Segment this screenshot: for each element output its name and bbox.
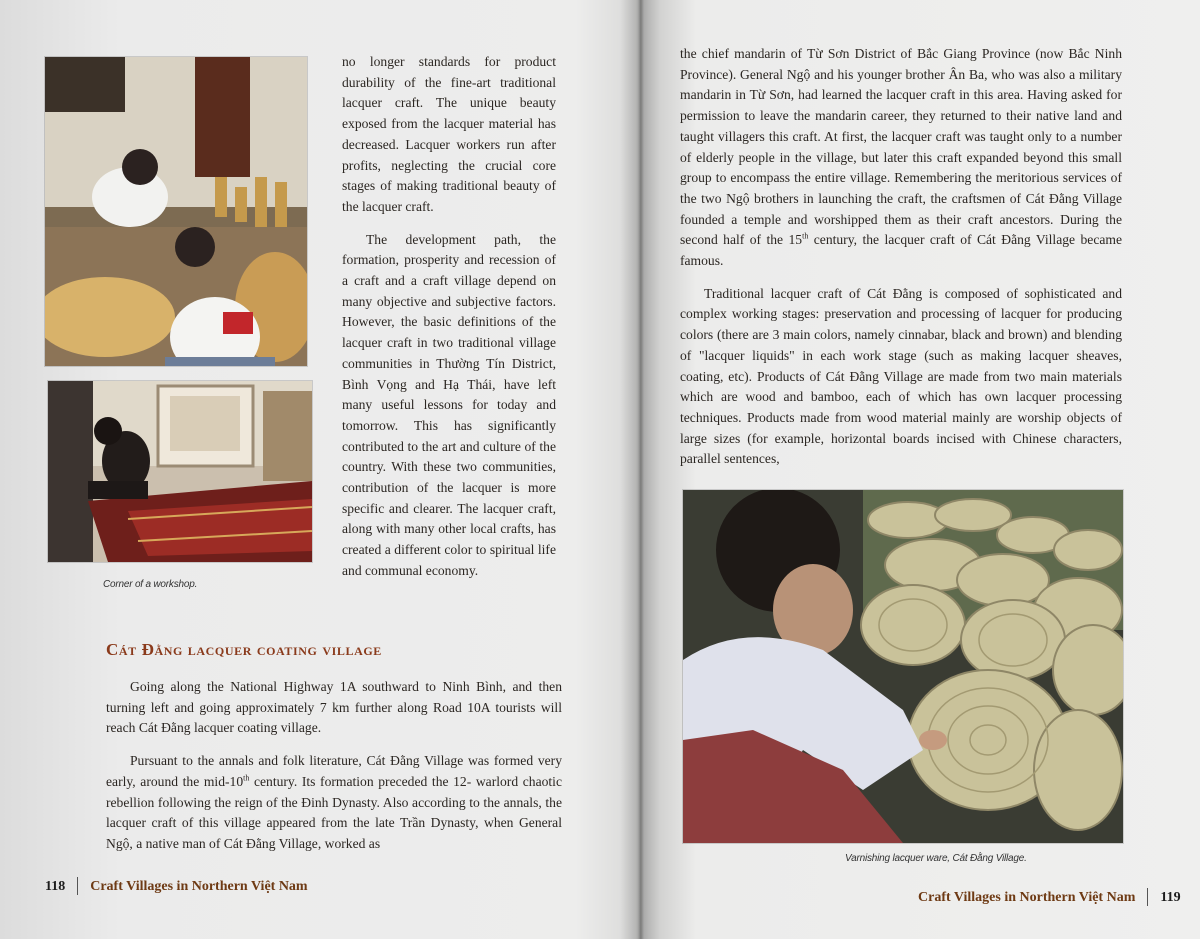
left-column-paragraph-2: The development path, the formation, prosperity and recession of a craft and a craft village depend on many objective and subjective factors. However, the basic definitions of the lacquer craft in two traditional village communities in Thường Tín District, Bình Vọng and Hạ Thái, have left many useful lessons for today and tomorrow. This has significantly contributed to the art and culture of the country. With these two communities, contribution of the lacquer is more specific and clearer. The lacquer craft, along with many other local crafts, has created a different color to spiritual life and communal economy. [342, 231, 556, 578]
page-number-right: 119 [1160, 890, 1181, 905]
left-body-paragraph-2: Pursuant to the annals and folk literature, Cát Đằng Village was formed very early, around the mid-10th century. Its formation preceded the 12- warlord chaotic rebellion following the reign of the Đinh Dynasty. Also according to the annals, the lacquer craft of this village appeared from the late Trần Dynasty, when General Ngộ, a native man of Cát Đằng Village, worked as [106, 753, 562, 851]
section-heading: Cát Đằng lacquer coating village [106, 640, 382, 659]
left-column-text [342, 52, 556, 582]
footer-title-right: Craft Villages in Northern Việt Nam [918, 890, 1136, 905]
footer-divider [77, 877, 78, 895]
varnishing-caption: Varnishing lacquer ware, Cát Đằng Village. [845, 853, 1027, 864]
left-column-paragraph-1: no longer standards for product durability of the fine-art traditional lacquer craft. The unique beauty exposed from the lacquer material has decreased. Lacquer workers run after profits, neglecting the crucial core stages of making traditional beauty of the lacquer craft. [342, 54, 556, 214]
footer-divider-right [1147, 888, 1148, 906]
workshop-photo-floor [48, 381, 312, 562]
workshop-caption: Corner of a workshop. [103, 579, 198, 590]
right-paragraph-1: the chief mandarin of Từ Sơn District of Bắc Giang Province (now Bắc Ninh Province). General Ngộ and his younger brother Ân Ba, who was also a military mandarin in Từ Sơn, had learned the lacquer craft in this area. Having asked for permission to leave the mandarin career, they returned to their native land and taught villagers this craft. At first, the lacquer craft was taught only to a number of elderly people in the village, but later this craft expanded beyond this small group to encompass the entire village. Remembering the meritorious services of the two Ngộ brothers in launching the craft, the craftsmen of Cát Đằng Village founded a temple and worshipped them as their craft ancestors. During the second half of the 15th century, the lacquer craft of Cát Đằng Village became famous. [680, 46, 1122, 269]
left-body-paragraph-1: Going along the National Highway 1A southward to Ninh Bình, and then turning left and going approximately 7 km further along Road 10A tourists will reach Cát Đằng lacquer coating village. [106, 679, 562, 736]
right-paragraph-2: Traditional lacquer craft of Cát Đằng is composed of sophisticated and complex working stages: preservation and processing of lacquer for producing colors (there are 3 main colors, namely cinnabar, black and brown) and blending of "lacquer liquids" in each work stage (such as making lacquer sheaves, coating, etc). Products of Cát Đằng Village are made from two main materials which are wood and bamboo, each of which has own lacquer processing techniques. Products made from wood material mainly are worship objects of large sizes (for example, horizontal boards incised with Chinese characters, parallel sentences, [680, 285, 1122, 467]
left-body-text [106, 677, 562, 855]
right-footer [918, 888, 1181, 906]
right-page [640, 0, 1200, 939]
footer-title-left: Craft Villages in Northern Việt Nam [90, 879, 308, 894]
left-footer [45, 877, 308, 895]
workshop-photo-carving [45, 57, 307, 366]
page-number-left: 118 [45, 879, 66, 894]
right-column-text [680, 44, 1122, 470]
varnishing-photo [683, 490, 1123, 843]
